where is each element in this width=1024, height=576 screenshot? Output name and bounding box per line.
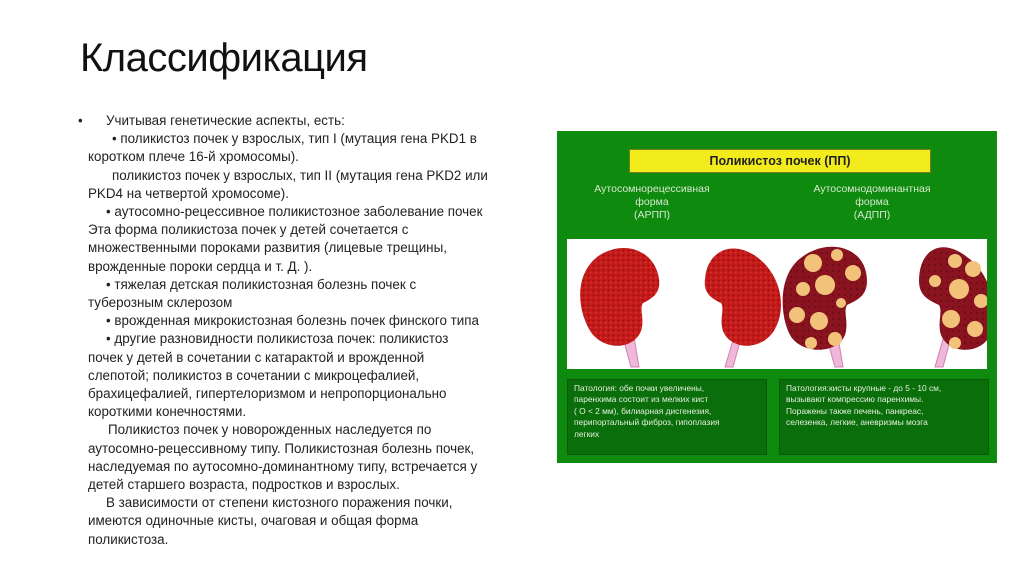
- text-line: • другие разновидности поликистоза почек: поликистоз: [106, 331, 449, 347]
- text-line: имеются одиночные кисты, очаговая и общая форма: [88, 513, 419, 529]
- desc-line: паренхима состоит из мелких кист: [574, 394, 709, 405]
- left-description: [567, 379, 767, 455]
- text-line: поликистоз почек у взрослых, тип II (мутация гена PKD2 или: [112, 167, 488, 183]
- kidney-adpp-2: [919, 247, 987, 367]
- text-line: Эта форма поликистоза почек у детей сочетается с: [88, 222, 409, 238]
- text-line: • врожденная микрокистозная болезнь почек финского типа: [106, 313, 479, 329]
- text-line: множественными пороками развития (лицевые трещины,: [88, 240, 447, 256]
- left-form-abbr: (АРПП): [633, 209, 671, 221]
- desc-line: Патология:кисты крупные - до 5 - 10 см,: [786, 383, 942, 393]
- text-line: детей старшего возраста, подростков и взрослых.: [88, 477, 400, 493]
- right-form-line1: Аутосомнодоминантная: [813, 183, 931, 195]
- desc-line: вызывают компрессию паренхимы.: [786, 394, 924, 405]
- desc-line: Патология: обе почки увеличены,: [574, 383, 705, 393]
- text-line: поликистоза.: [88, 531, 169, 547]
- desc-line: легких: [574, 428, 600, 439]
- desc-line: перипортальный фиброз, гипоплазия: [574, 417, 720, 428]
- text-line: Учитывая генетические аспекты, есть:: [106, 113, 345, 128]
- text-line: врожденные пороки сердца и т. Д. ).: [88, 258, 313, 274]
- text-line: аутосомно-рецессивному типу. Поликистозная болезнь почек,: [88, 440, 475, 456]
- text-line: Поликистоз почек у новорожденных наследуется по: [108, 422, 432, 438]
- figure-banner: Поликистоз почек (ПП): [629, 149, 931, 173]
- kidney-illustration: [567, 239, 987, 369]
- text-line: слепотой; поликистоз в сочетании с микроцефалией,: [88, 367, 420, 383]
- right-form-line2: форма: [855, 196, 889, 208]
- text-line: коротком плече 16-й хромосомы).: [88, 149, 299, 165]
- text-line: почек у детей в сочетании с катарактой и врожденной: [88, 349, 425, 365]
- right-form-label: [797, 183, 947, 222]
- right-form-abbr: (АДПП): [853, 209, 891, 221]
- text-line: короткими конечностями.: [88, 404, 247, 420]
- left-form-line2: форма: [635, 196, 669, 208]
- text-line: туберозным склерозом: [88, 295, 233, 311]
- desc-line: селезенка, легкие, аневризмы мозга: [786, 417, 928, 428]
- kidney-figure: [557, 131, 997, 463]
- text-line: • аутосомно-рецессивное поликистозное заболевание почек: [106, 204, 483, 220]
- left-form-label: [577, 183, 727, 222]
- text-line: PKD4 на четвертой хромосоме).: [88, 185, 289, 201]
- kidney-arpp-2: [705, 248, 781, 367]
- text-line: брахицефалией, гипертелоризмом и непропорционально: [88, 386, 447, 402]
- list-bullet: •: [78, 113, 83, 128]
- desc-line: Поражены также печень, панкреас,: [786, 405, 924, 416]
- left-form-line1: Аутосомнорецессивная: [594, 183, 710, 195]
- text-body: [78, 112, 540, 549]
- slide-title: Классификация: [80, 36, 368, 80]
- text-line: В зависимости от степени кистозного поражения почки,: [106, 495, 453, 511]
- text-line: • поликистоз почек у взрослых, тип I (мутация гена PKD1 в: [112, 131, 477, 147]
- text-line: наследуемая по аутосомно-доминантному типу, встречается у: [88, 458, 478, 474]
- right-description: [779, 379, 989, 455]
- kidney-illustration-panel: [567, 239, 987, 369]
- text-line: • тяжелая детская поликистозная болезнь почек с: [106, 276, 417, 292]
- kidney-arpp-1: [580, 248, 659, 367]
- desc-line: ( О < 2 мм), билиарная дисгенезия,: [574, 405, 712, 416]
- kidney-adpp-1: [783, 247, 867, 367]
